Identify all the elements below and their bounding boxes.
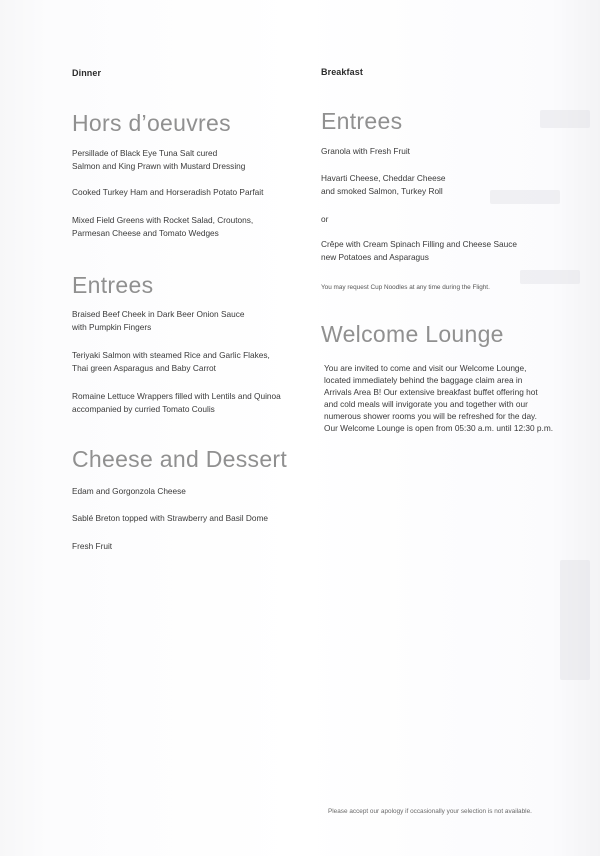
menu-item-line: Fresh Fruit	[72, 541, 113, 551]
menu-item-line: and smoked Salmon, Turkey Roll	[321, 186, 443, 196]
menu-item	[321, 145, 410, 158]
menu-item-line: Granola with Fresh Fruit	[321, 146, 410, 156]
menu-item-line: or	[321, 214, 329, 224]
menu-item-line: Parmesan Cheese and Tomato Wedges	[72, 228, 219, 238]
lounge-line: numerous shower rooms you will be refreshed for the day.	[324, 411, 537, 421]
cup-noodles-note: You may request Cup Noodles at any time during the Flight.	[321, 284, 490, 291]
menu-item	[72, 349, 270, 375]
menu-item	[72, 186, 263, 199]
menu-item	[72, 485, 186, 498]
menu-item-line: Braised Beef Cheek in Dark Beer Onion Sauce	[72, 309, 245, 319]
menu-item-line: Havarti Cheese, Cheddar Cheese	[321, 173, 446, 183]
dinner-heading: Dinner	[72, 68, 102, 78]
lounge-line: Our Welcome Lounge is open from 05:30 a.m. until 12:30 p.m.	[324, 423, 554, 433]
menu-item	[321, 238, 517, 264]
apology-note: Please accept our apology if occasionally your selection is not available.	[328, 808, 532, 815]
lounge-line: Arrivals Area B! Our extensive breakfast buffet offering hot	[324, 387, 538, 397]
bleed-mark	[490, 190, 560, 204]
menu-item-line: Crêpe with Cream Spinach Filling and Cheese Sauce	[321, 239, 518, 249]
welcome-lounge-text	[324, 362, 553, 434]
cheese-dessert-title: Cheese and Dessert	[72, 446, 288, 472]
breakfast-entrees-title: Entrees	[321, 108, 403, 134]
menu-item-line: Salmon and King Prawn with Mustard Dressing	[72, 161, 246, 171]
bleed-mark	[540, 110, 590, 128]
menu-item-line: Teriyaki Salmon with steamed Rice and Garlic Flakes,	[72, 350, 270, 360]
menu-item	[72, 540, 112, 553]
bleed-mark	[520, 270, 580, 284]
menu-item-line: Mixed Field Greens with Rocket Salad, Croutons,	[72, 215, 254, 225]
breakfast-heading: Breakfast	[321, 67, 363, 77]
menu-item-line: accompanied by curried Tomato Coulis	[72, 404, 215, 414]
menu-item	[72, 512, 268, 525]
dinner-entrees-title: Entrees	[72, 272, 154, 298]
menu-item-line: Persillade of Black Eye Tuna Salt cured	[72, 148, 218, 158]
lounge-line: located immediately behind the baggage claim area in	[324, 375, 523, 385]
menu-item-line: new Potatoes and Asparagus	[321, 252, 429, 262]
menu-item-or	[321, 213, 328, 226]
menu-item	[72, 390, 281, 416]
menu-item-line: Cooked Turkey Ham and Horseradish Potato Parfait	[72, 187, 264, 197]
lounge-line: You are invited to come and visit our Welcome Lounge,	[324, 363, 527, 373]
menu-item	[72, 308, 245, 334]
bleed-mark	[560, 560, 590, 680]
menu-item-line: Sablé Breton topped with Strawberry and Basil Dome	[72, 513, 269, 523]
menu-item	[321, 172, 446, 198]
hors-doeuvres-title: Hors d’oeuvres	[72, 110, 231, 136]
menu-item	[72, 214, 253, 240]
menu-item-line: with Pumpkin Fingers	[72, 322, 152, 332]
menu-item-line: Romaine Lettuce Wrappers filled with Lentils and Quinoa	[72, 391, 281, 401]
menu-item	[72, 147, 245, 173]
menu-item-line: Thai green Asparagus and Baby Carrot	[72, 363, 216, 373]
welcome-lounge-title: Welcome Lounge	[321, 321, 504, 347]
menu-item-line: Edam and Gorgonzola Cheese	[72, 486, 186, 496]
lounge-line: and cold meals will invigorate you and together with our	[324, 399, 528, 409]
